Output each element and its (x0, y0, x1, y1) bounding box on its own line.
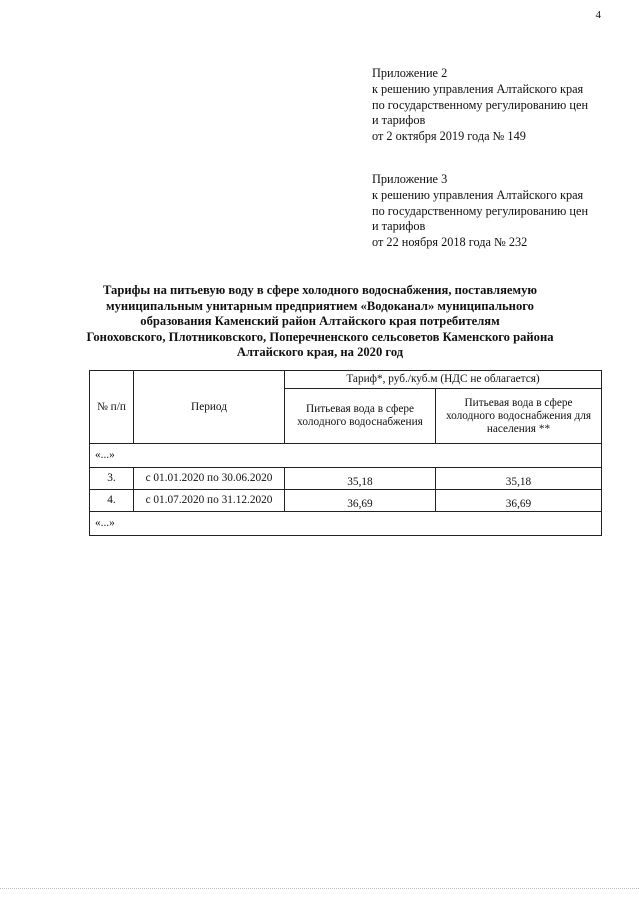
appendix-2-line: Приложение 2 (372, 66, 448, 80)
ellipsis-cell: «...» (90, 444, 602, 468)
title-line: образования Каменский район Алтайского края потребителям (140, 314, 500, 329)
header-sub-2: Питьевая вода в сфере холодного водоснабжения для населения ** (436, 389, 602, 444)
row-number: 4. (90, 490, 134, 512)
header-sub-1: Питьевая вода в сфере холодного водоснабжения (285, 389, 436, 444)
appendix-3-line: к решению управления Алтайского края (372, 187, 584, 202)
tariff-table (89, 370, 602, 536)
appendix-3-line: и тарифов (372, 219, 426, 234)
appendix-2-line: от 2 октября 2019 года № 149 (372, 129, 526, 144)
header-number: № п/п (90, 371, 134, 444)
row-period: с 01.01.2020 по 30.06.2020 (134, 468, 285, 490)
appendix-3-header (372, 172, 622, 251)
row-value-1: 36,69 (285, 490, 436, 512)
appendix-2-line: и тарифов (372, 113, 426, 128)
appendix-2-header (372, 66, 622, 145)
title-line: Тарифы на питьевую воду в сфере холодного водоснабжения, поставляемую (102, 283, 538, 297)
title-line: Алтайского края, на 2020 год (236, 345, 404, 360)
appendix-2-line: к решению управления Алтайского края (372, 81, 584, 96)
header-period: Период (134, 371, 285, 444)
appendix-2-line: по государственному регулированию цен (372, 97, 589, 112)
appendix-3-line: по государственному регулированию цен (372, 203, 589, 218)
header-tariff: Тариф*, руб./куб.м (НДС не облагается) (285, 371, 602, 389)
page-number: 4 (595, 9, 601, 21)
row-period: с 01.07.2020 по 31.12.2020 (134, 490, 285, 512)
title-line: муниципальным унитарным предприятием «Водоканал» муниципального (106, 298, 534, 313)
table-row-ellipsis-bottom (90, 512, 602, 536)
footer-divider (0, 888, 639, 889)
table-row-ellipsis-top (90, 444, 602, 468)
table-row (90, 468, 602, 490)
row-value-2: 36,69 (436, 490, 602, 512)
row-value-2: 35,18 (436, 468, 602, 490)
ellipsis-cell: «...» (90, 512, 602, 536)
appendix-3-line: от 22 ноября 2018 года № 232 (372, 235, 528, 250)
table-header-row (90, 371, 602, 389)
row-value-1: 35,18 (285, 468, 436, 490)
appendix-3-line: Приложение 3 (372, 172, 448, 186)
document-title (60, 283, 580, 361)
title-line: Гоноховского, Плотниковского, Поперечненского сельсоветов Каменского района (86, 329, 554, 344)
row-number: 3. (90, 468, 134, 490)
table-row (90, 490, 602, 512)
